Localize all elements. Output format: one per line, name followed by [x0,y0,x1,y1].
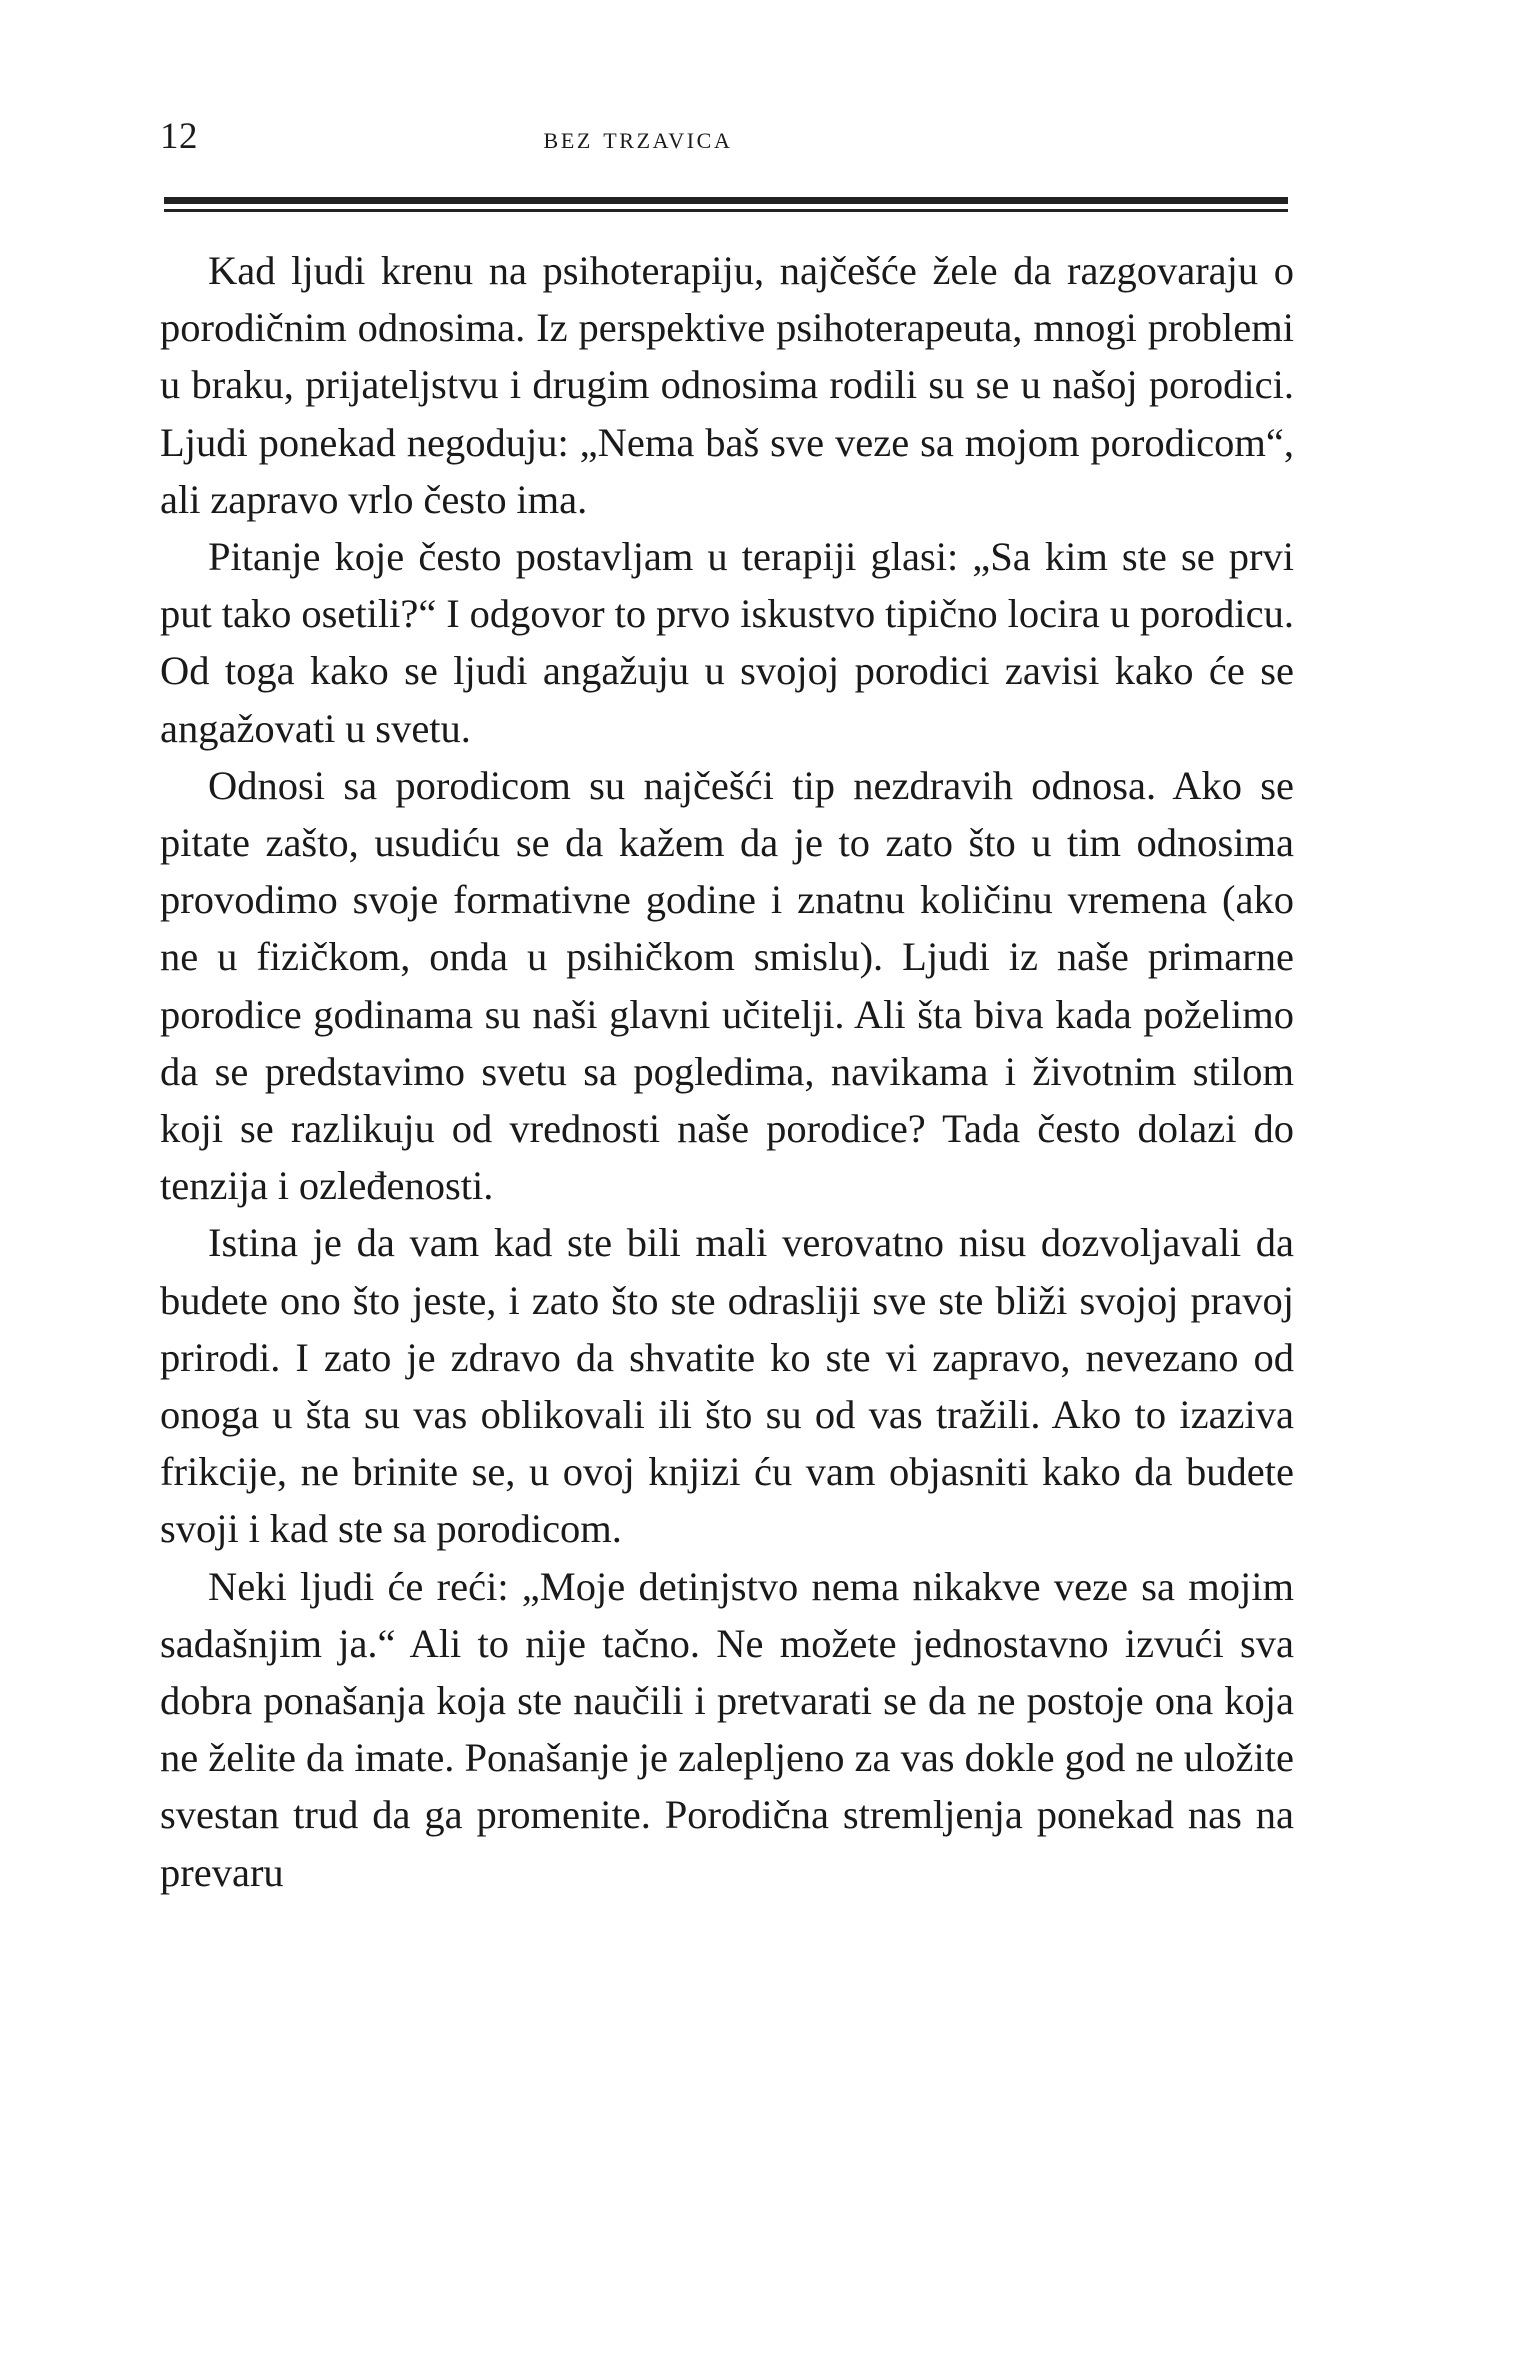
paragraph: Pitanje koje često postavljam u terapiji glasi: „Sa kim ste se prvi put tako osetili?“ I odgovor to prvo iskustvo tipično locira u porodicu. Od toga kako se ljudi angažuju u svojoj porodici zavisi kako će se angažovati u svetu. [160,534,1294,751]
paragraph: Istina je da vam kad ste bili mali verovatno nisu dozvoljavali da budete ono što jeste, i zato što ste odrasliji sve ste bliži svojoj pravoj prirodi. I zato je zdravo da shvatite ko ste vi zapravo, nevezano od onoga u šta su vas oblikovali ili što su od vas tražili. Ako to izaziva frikcije, ne brinite se, u ovoj knjizi ću vam objasniti kako da budete svoji i kad ste sa porodicom. [160,1220,1294,1552]
paragraph: Kad ljudi krenu na psihoterapiju, najčešće žele da razgovaraju o porodičnim odnosima. Iz perspektive psihoterapeuta, mnogi problemi u braku, prijateljstvu i drugim odnosima rodili su se u našoj porodici. Ljudi ponekad negoduju: „Nema baš sve veze sa mojom porodicom“, ali zapravo vrlo često ima. [160,248,1294,522]
paragraph: Odnosi sa porodicom su najčešći tip nezdravih odnosa. Ako se pitate zašto, usudiću se da kažem da je to zato što u tim odnosima provodimo svoje formativne godine i znatnu količinu vremena (ako ne u fizičkom, onda u psihičkom smislu). Ljudi iz naše primarne porodice godinama su naši glavni učitelji. Ali šta biva kada poželimo da se predstavimo svetu sa pogledima, navikama i životnim stilom koji se razlikuju od vrednosti naše porodice? Tada često dolazi do tenzija i ozleđenosti. [160,762,1294,1209]
header-double-rule [164,197,1288,212]
running-head [160,118,1288,174]
running-head-title: bez trzavica [543,120,733,155]
body-text [160,242,1294,1901]
rule-thin [164,209,1288,212]
paragraph: Neki ljudi će reći: „Moje detinjstvo nema nikakve veze sa mojim sadašnjim ja.“ Ali to nije tačno. Ne možete jednostavno izvući sva dobra ponašanja koja ste naučili i pretvarati se da ne postoje ona koja ne želite da imate. Ponašanje je zalepljeno za vas dokle god ne uložite svestan trud da ga promenite. Porodična stremljenja ponekad nas na prevaru [160,1563,1294,1895]
page-number: 12 [160,116,198,157]
rule-thick [164,197,1288,204]
